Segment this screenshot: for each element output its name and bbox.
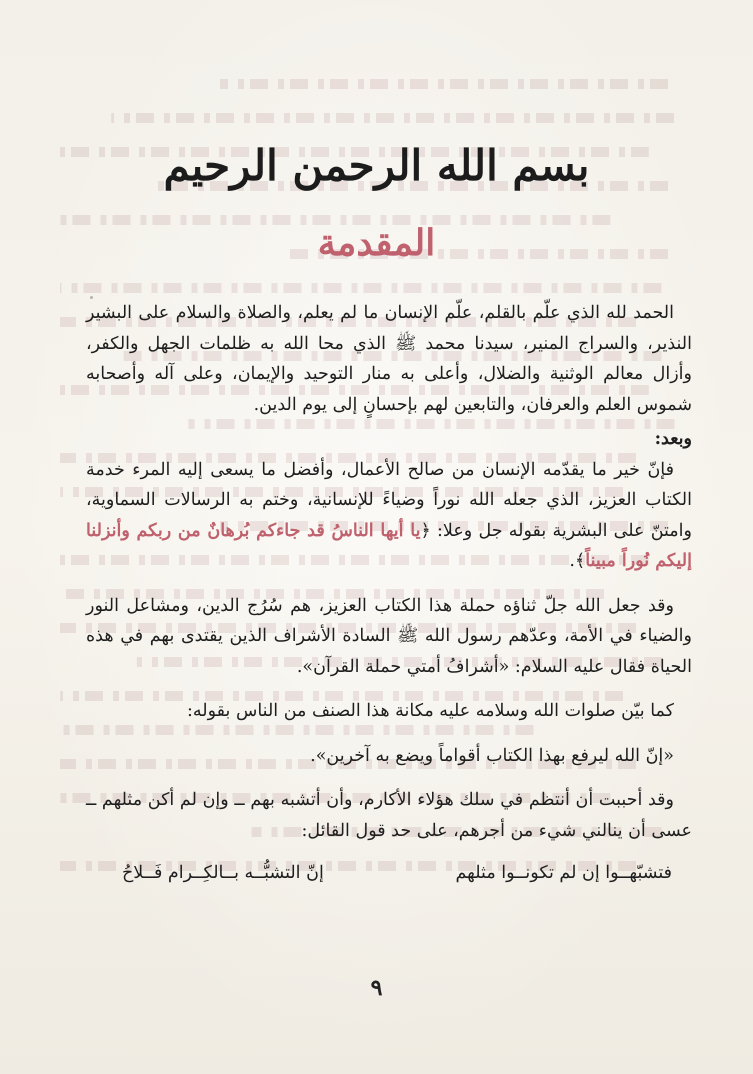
status-paragraph: كما بيّن صلوات الله وسلامه عليه مكانة هذا الصنف من الناس بقوله: [187, 701, 674, 721]
basmala-calligraphy: بسم الله الرحمن الرحيم [163, 141, 590, 190]
poem-second-hemistich: إنّ التشبُّــه بــالكِــرام فَــلاحُ [122, 863, 324, 883]
bearers-paragraph: وقد جعل الله جلّ ثناؤه حملة هذا الكتاب العزيز، هم سُرُج الدين، ومشاعل النور والضياء في الأمة، وعدّهم رسول الله ﷺ السادة الأشراف الذين يقتدى بهم في هذه الحياة فقال عليه السلام: «أشرافُ أمتي حملة القرآن». [86, 595, 692, 677]
page-number: ٩ [370, 975, 383, 1001]
author-paragraph: وقد أحببت أن أنتظم في سلك هؤلاء الأكارم، وأن أتشبه بهم ــ وإن لم أكن مثلهم ــ عسى أن ينالني شيء من أجرهم، على حد قول القائل: [86, 790, 692, 841]
body-text [86, 298, 692, 889]
wabad-heading: وبعد: [654, 429, 692, 449]
poem-verse [86, 858, 692, 889]
quran-verse: يا أيها الناسُ قد جاءكم بُرهانٌ من ربكم وأنزلنا إليكم نُوراً مبيناً [86, 520, 692, 571]
poem-first-hemistich: فتشبّهــوا إن لم تكونــوا مثلهم [455, 863, 672, 883]
service-paragraph-text: فإنّ خير ما يقدّمه الإنسان من صالح الأعمال، وأفضل ما يسعى إليه المرء خدمة الكتاب العزيز، الذي جعله الله نوراً وضياءً للإنسانية، وختم به الرسالات السماوية، وامتنّ على البشرية بقوله جل وعلا: [86, 459, 692, 541]
verse-open-bracket: ﴿ [420, 520, 431, 541]
verse-close-bracket: ﴾. [569, 551, 586, 571]
intro-paragraph: الحمد لله الذي علّم بالقلم، علّم الإنسان ما لم يعلم، والصلاة والسلام على البشير النذير، والسراج المنير، سيدنا محمد ﷺ الذي محا الله به ظلمات الجهل والكفر، وأزال معالم الوثنية والضلال، وأعلى به منار التوحيد والإيمان، وعلى آله وأصحابه شموس العلم والعرفان، والتابعين لهم بإحسانٍ إلى يوم الدين. [86, 303, 692, 415]
hadith-quote: «إنّ الله ليرفع بهذا الكتاب أقواماً ويضع به آخرين». [310, 745, 674, 766]
service-paragraph [86, 455, 692, 577]
page-title: المقدمة [317, 222, 436, 264]
